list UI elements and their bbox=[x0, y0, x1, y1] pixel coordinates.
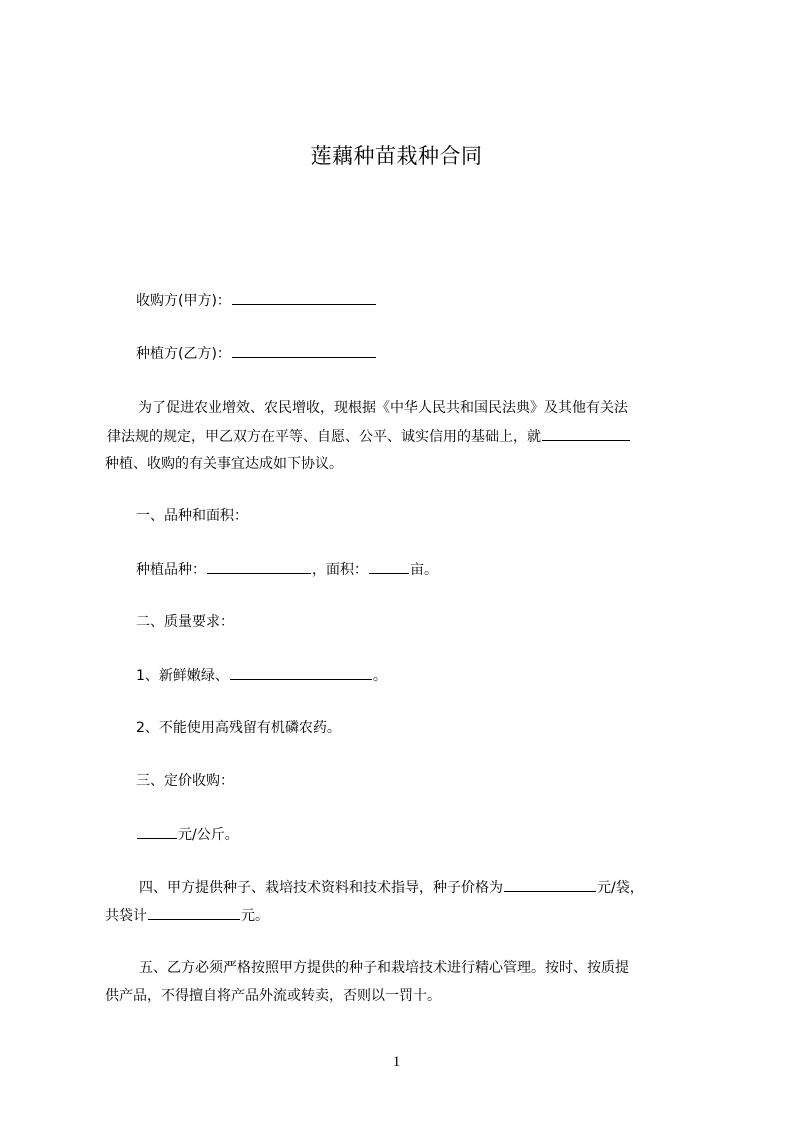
price-line bbox=[136, 824, 239, 845]
quality-item-1-end: 。 bbox=[372, 668, 387, 684]
quality-blank[interactable] bbox=[230, 665, 372, 680]
section-4-text: 四、甲方提供种子、栽培技术资料和技术指导，种子价格为 bbox=[139, 880, 503, 896]
party-b-line bbox=[136, 343, 377, 364]
document-title: 莲藕种苗栽种合同 bbox=[310, 144, 483, 168]
variety-area-line bbox=[136, 559, 438, 580]
variety-label: 种植品种： bbox=[136, 562, 206, 578]
section-3-heading: 三、定价收购： bbox=[136, 773, 234, 789]
party-a-blank[interactable] bbox=[232, 290, 376, 305]
area-blank[interactable] bbox=[369, 559, 409, 574]
intro-line-1: 为了促进农业增效、农民增收，现根据《中华人民共和国民法典》及其他有关法 bbox=[138, 400, 628, 416]
intro-line-3: 种植、收购的有关事宜达成如下协议。 bbox=[105, 456, 343, 472]
quality-item-1-label: 1、新鲜嫩绿、 bbox=[136, 668, 229, 684]
quality-item-1 bbox=[136, 665, 387, 686]
total-unit: 元。 bbox=[241, 908, 269, 924]
party-a-label: 收购方(甲方)： bbox=[136, 293, 231, 309]
price-blank[interactable] bbox=[137, 824, 177, 839]
section-5-line-2: 供产品，不得擅自将产品外流或转卖，否则以一罚十。 bbox=[105, 988, 441, 1004]
intro-line-2-text: 律法规的规定，甲乙双方在平等、自愿、公平、诚实信用的基础上，就 bbox=[107, 429, 541, 445]
section-2-heading: 二、质量要求： bbox=[136, 614, 234, 630]
section-1-heading: 一、品种和面积： bbox=[136, 508, 248, 524]
seed-price-blank[interactable] bbox=[504, 877, 596, 892]
total-label: 共袋计 bbox=[105, 908, 147, 924]
section-4-line-1 bbox=[139, 877, 644, 898]
variety-blank[interactable] bbox=[207, 559, 311, 574]
area-label: ，面积： bbox=[312, 562, 368, 578]
intro-line-2 bbox=[107, 426, 631, 447]
area-unit: 亩。 bbox=[410, 562, 438, 578]
party-b-blank[interactable] bbox=[232, 343, 376, 358]
party-a-line bbox=[136, 290, 377, 311]
total-blank[interactable] bbox=[148, 905, 240, 920]
section-5-line-1: 五、乙方必须严格按照甲方提供的种子和栽培技术进行精心管理。按时、按质提 bbox=[139, 960, 629, 976]
quality-item-2: 2、不能使用高残留有机磷农药。 bbox=[136, 720, 341, 736]
page-number: 1 bbox=[392, 1054, 401, 1070]
price-unit: 元/公斤。 bbox=[178, 827, 239, 843]
intro-subject-blank[interactable] bbox=[542, 426, 630, 441]
section-4-line-2 bbox=[105, 905, 269, 926]
seed-price-unit: 元/袋， bbox=[597, 880, 644, 896]
party-b-label: 种植方(乙方)： bbox=[136, 346, 231, 362]
